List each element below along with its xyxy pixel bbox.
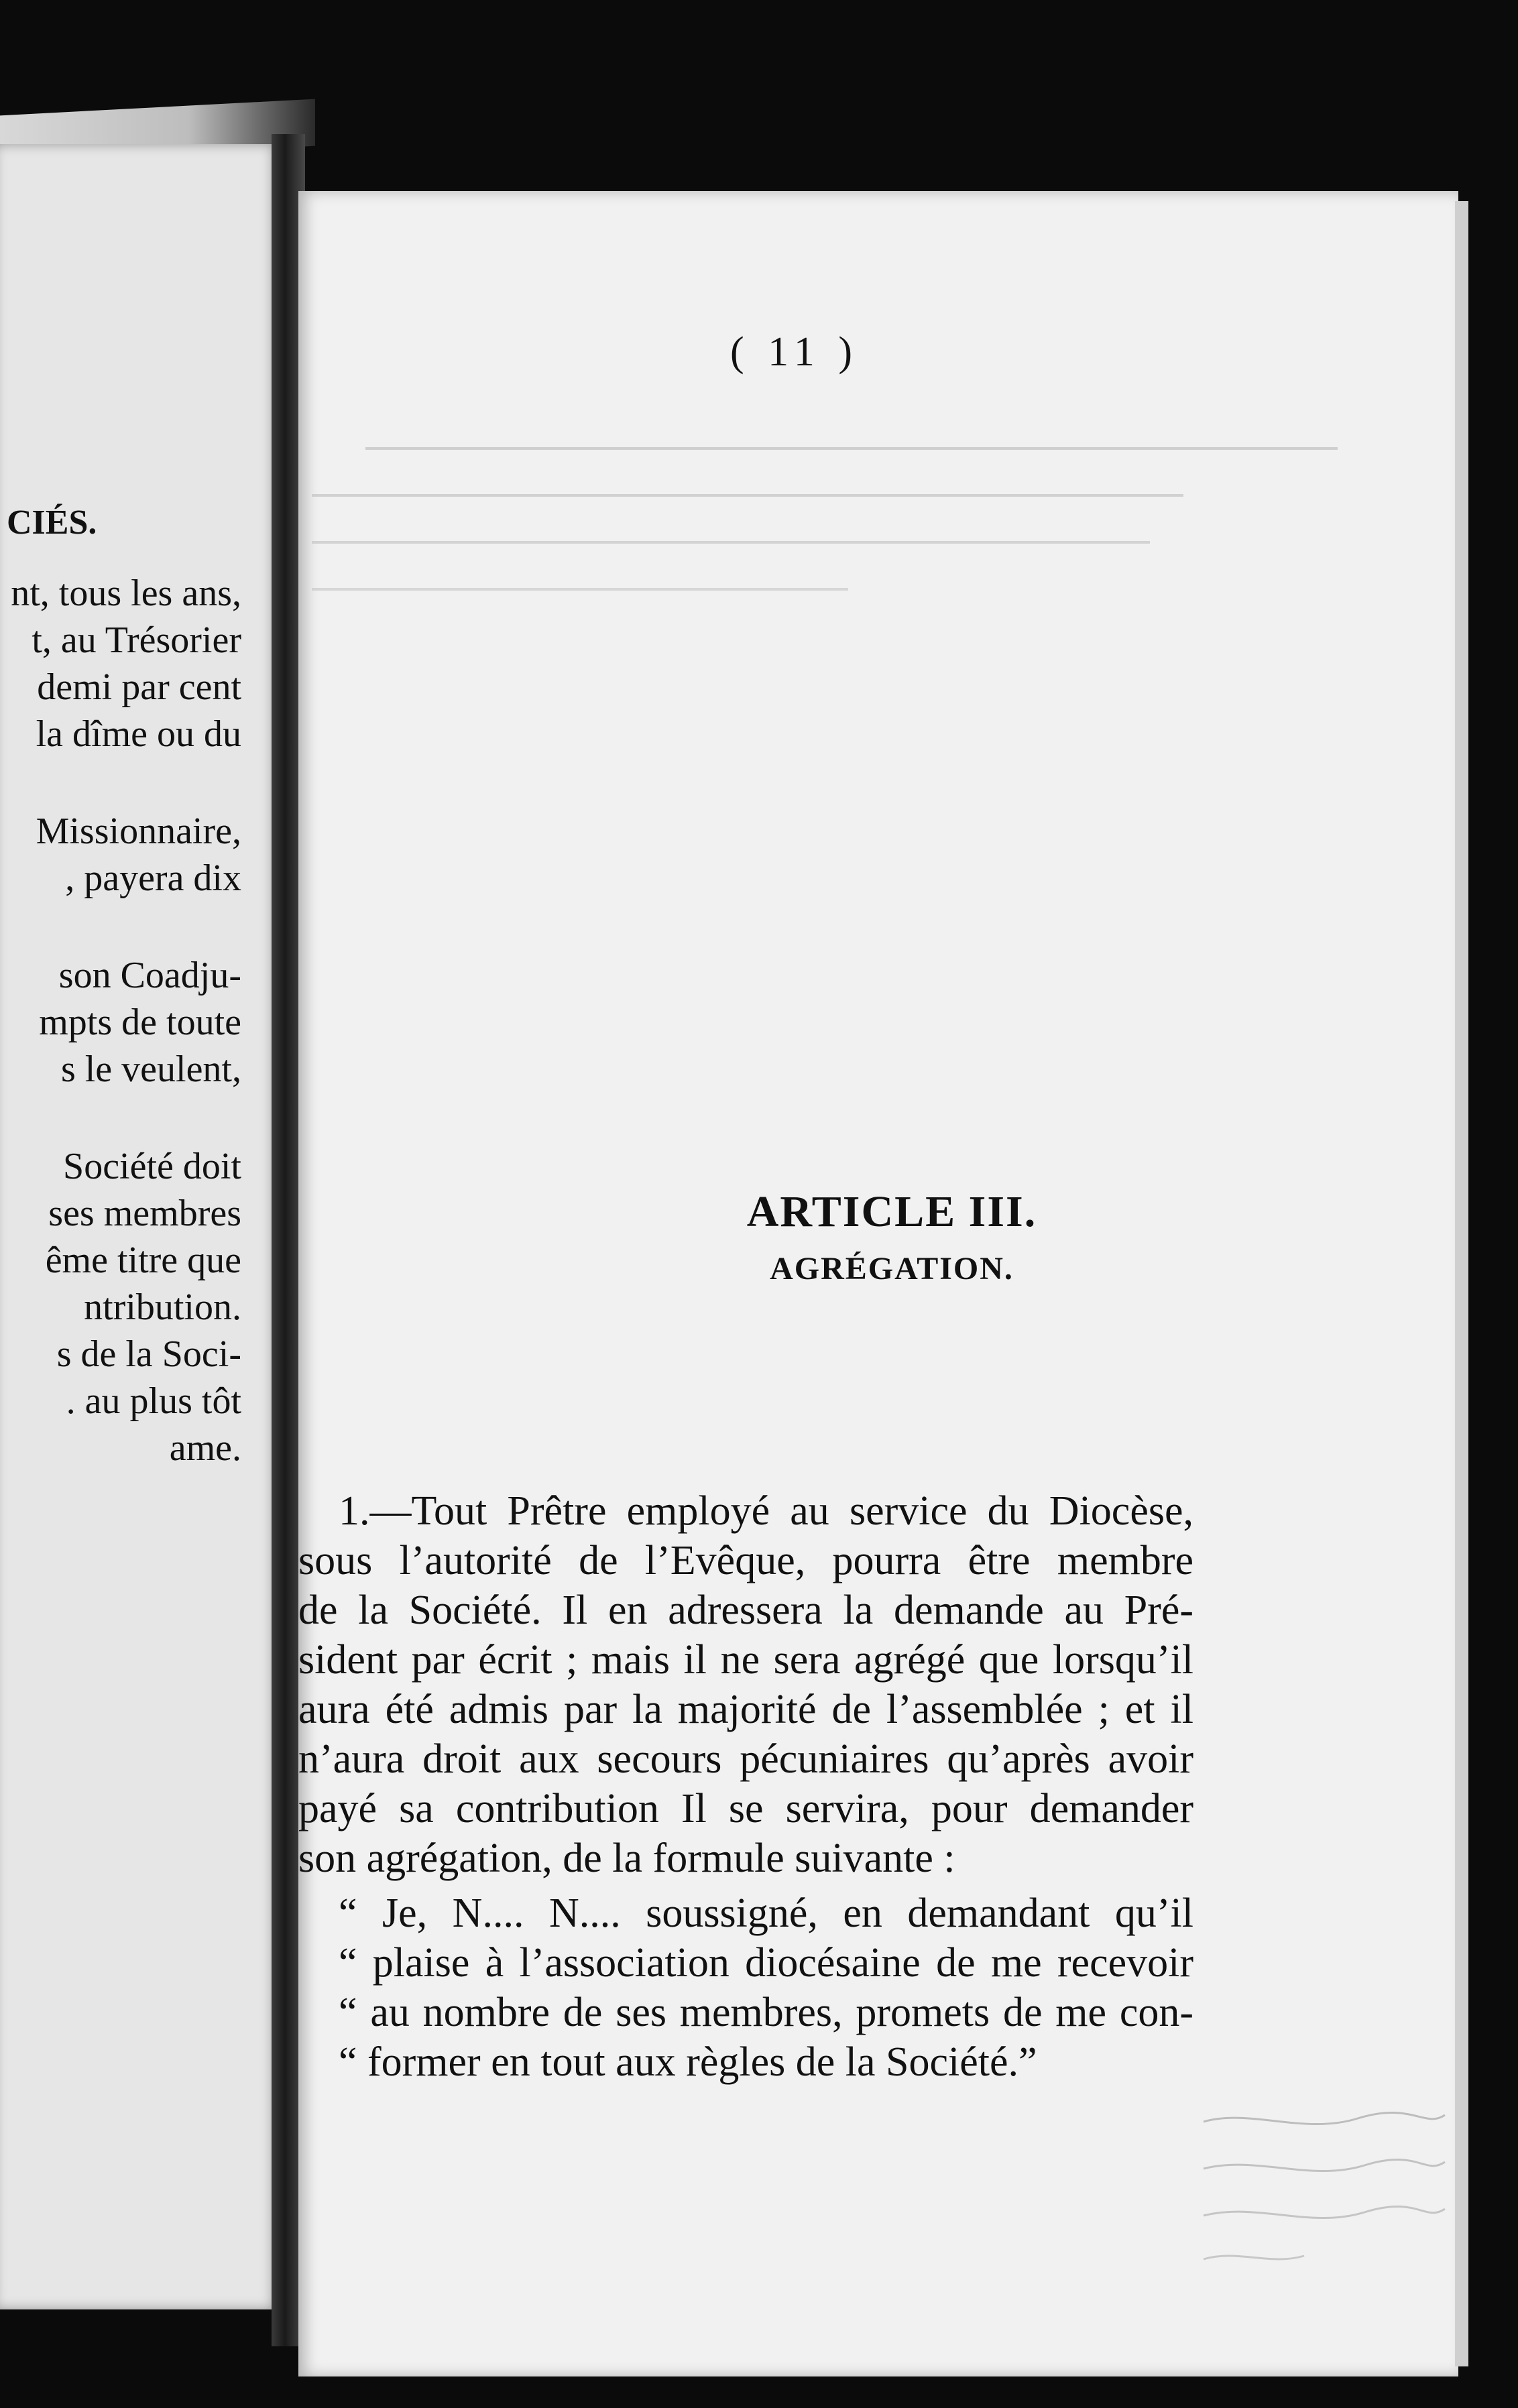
show-through-text: [298, 566, 1472, 607]
formula-quote-line: “ plaise à l’association diocésaine de me recevoir: [339, 1940, 1193, 1986]
left-page-line: s de la Soci-: [56, 1334, 241, 1374]
left-page-line: son Coadju-: [58, 955, 241, 996]
right-page: [298, 191, 1458, 2376]
show-through-stroke: [312, 489, 1318, 502]
left-page-line: ame.: [169, 1428, 241, 1468]
paragraph-line: aura été admis par la majorité de l’assemblée ; et il: [298, 1687, 1193, 1732]
show-through-text: [298, 520, 1472, 560]
paragraph-line: n’aura droit aux secours pécuniaires qu’après avoir: [298, 1736, 1193, 1782]
left-page-line: , payera dix: [65, 858, 241, 898]
left-page-line: mpts de toute: [39, 1002, 241, 1042]
paragraph-line: payé sa contribution Il se servira, pour demander: [298, 1786, 1193, 1831]
left-page-line: nt, tous les ans,: [11, 573, 241, 613]
show-through-stroke: [365, 442, 1371, 455]
show-through-stroke: [312, 583, 1318, 596]
page-right-edge: [1455, 201, 1468, 2366]
left-page-line: Société doit: [63, 1146, 241, 1187]
left-page-line: s le veulent,: [60, 1049, 241, 1089]
page-number: ( 11 ): [730, 329, 859, 375]
handwritten-annotation-marks: [1197, 2102, 1452, 2276]
formula-quote-line: “ former en tout aux règles de la Société.”: [339, 2039, 1037, 2085]
left-page-line: ême titre que: [45, 1240, 241, 1280]
left-page-line: ses membres: [48, 1193, 241, 1233]
left-page-line: ntribution.: [84, 1287, 241, 1327]
paragraph-line: de la Société. Il en adressera la demande au Pré-: [298, 1587, 1193, 1633]
paragraph-line: son agrégation, de la formule suivante :: [298, 1835, 955, 1881]
left-page-line: t, au Trésorier: [32, 620, 241, 660]
left-page-line: la dîme ou du: [36, 714, 241, 754]
paragraph-line: sident par écrit ; mais il ne sera agrégé que lorsqu’il: [298, 1637, 1193, 1683]
left-page-line: Missionnaire,: [36, 811, 241, 851]
left-page-line: demi par cent: [37, 667, 241, 707]
left-facing-page: [0, 144, 278, 2309]
show-through-text: [298, 473, 1472, 513]
paragraph-line: sous l’autorité de l’Evêque, pourra être membre: [298, 1538, 1193, 1583]
left-page-line: . au plus tôt: [66, 1381, 241, 1421]
article-title: ARTICLE III.: [746, 1187, 1037, 1236]
formula-quote-line: “ Je, N.... N.... soussigné, en demandant qu’il: [339, 1890, 1193, 1936]
article-subtitle: AGRÉGATION.: [770, 1251, 1014, 1286]
left-page-line: CIÉS.: [7, 503, 97, 542]
paragraph-line: 1.—Tout Prêtre employé au service du Diocèse,: [339, 1488, 1193, 1534]
show-through-text: [298, 426, 1518, 466]
formula-quote-line: “ au nombre de ses membres, promets de me con-: [339, 1990, 1193, 2035]
show-through-stroke: [312, 536, 1318, 549]
